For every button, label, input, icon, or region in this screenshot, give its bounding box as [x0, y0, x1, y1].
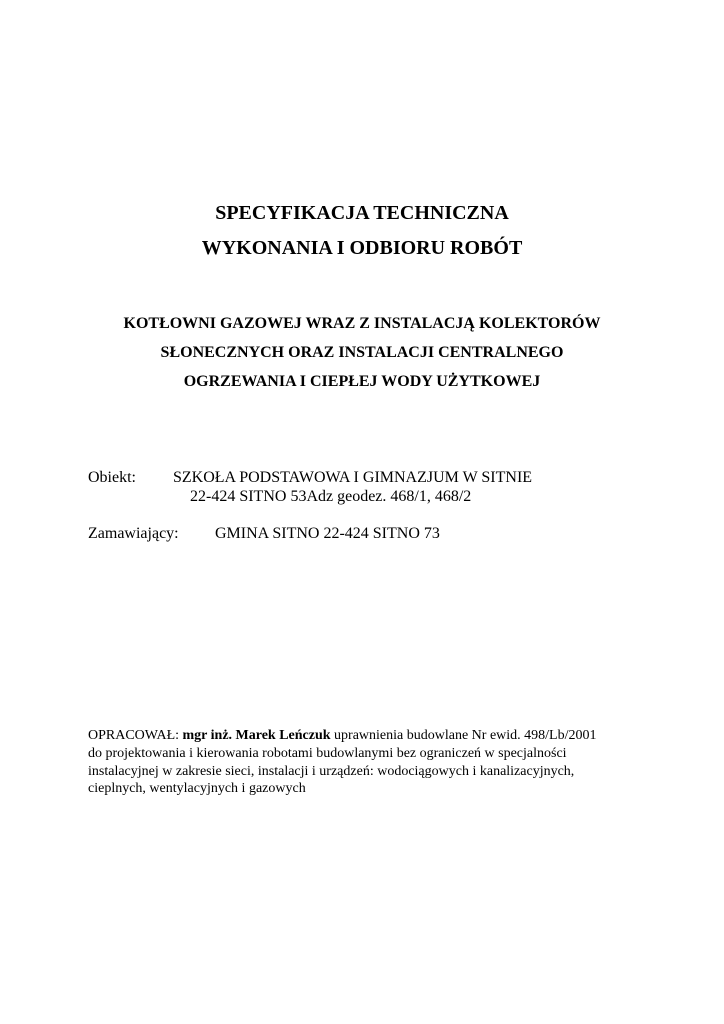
title-line-2: WYKONANIA I ODBIORU ROBÓT [201, 237, 523, 259]
subtitle-line-2: SŁONECZNYCH ORAZ INSTALACJI CENTRALNEGO [160, 344, 564, 361]
author-line-3: instalacyjnej w zakresie sieci, instalacji i urządzeń: wodociągowych i kanalizacyjnych, [88, 764, 575, 779]
author-line-1 [88, 727, 597, 744]
client-label: Zamawiający: [88, 525, 179, 542]
author-qualification: uprawnienia budowlane Nr ewid. 498/Lb/2001 [334, 728, 597, 743]
subtitle-line-3: OGRZEWANIA I CIEPŁEJ WODY UŻYTKOWEJ [183, 373, 541, 390]
author-line-2: do projektowania i kierowania robotami budowlanymi bez ograniczeń w specjalności [88, 746, 567, 761]
subtitle-line-1: KOTŁOWNI GAZOWEJ WRAZ Z INSTALACJĄ KOLEKTORÓW [123, 315, 601, 332]
object-value-line-1: SZKOŁA PODSTAWOWA I GIMNAZJUM W SITNIE [173, 469, 533, 486]
author-line-4: cieplnych, wentylacyjnych i gazowych [88, 781, 306, 796]
client-value: GMINA SITNO 22-424 SITNO 73 [215, 525, 440, 542]
object-value-line-2: 22-424 SITNO 53Adz geodez. 468/1, 468/2 [190, 488, 472, 505]
title-line-1: SPECYFIKACJA TECHNICZNA [215, 202, 509, 224]
object-label: Obiekt: [88, 469, 136, 486]
author-label: OPRACOWAŁ: [88, 728, 180, 743]
author-name: mgr inż. Marek Leńczuk [182, 728, 331, 743]
